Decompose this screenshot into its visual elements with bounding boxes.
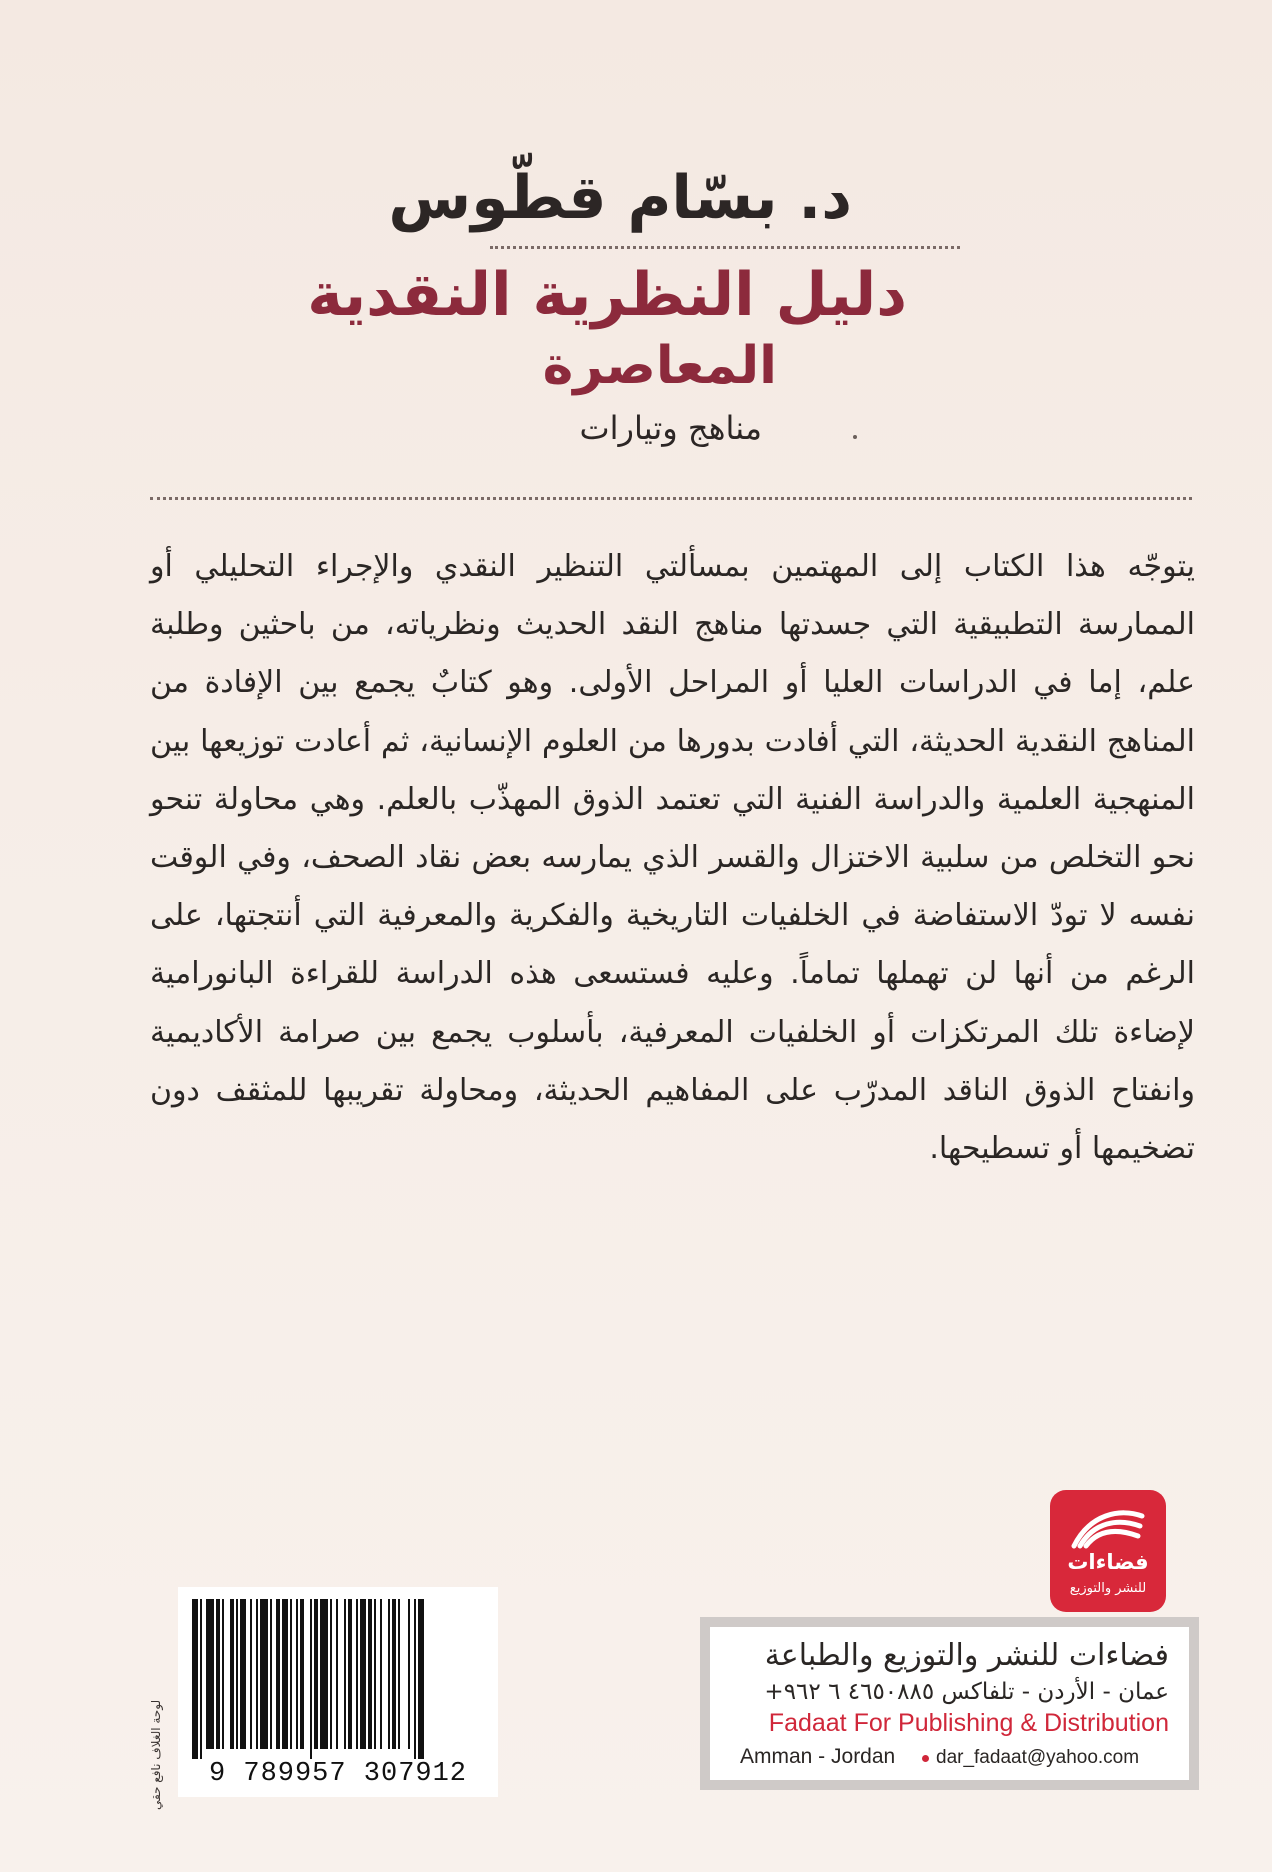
barcode-bar (310, 1599, 312, 1759)
barcode-bar (348, 1599, 352, 1749)
isbn-barcode (178, 1587, 498, 1797)
book-title: دليل النظرية النقدية (307, 260, 907, 330)
barcode-bar (414, 1599, 416, 1759)
cover-art-credit-text: لوحة الغلاف نافع حقي (149, 1699, 163, 1810)
barcode-bar (256, 1599, 258, 1749)
barcode-bar (300, 1599, 304, 1749)
barcode-bar (192, 1599, 198, 1759)
barcode-bar (216, 1599, 220, 1749)
barcode-bar (336, 1599, 338, 1749)
barcode-bar (398, 1599, 400, 1749)
barcode-bar (250, 1599, 252, 1749)
dotted-divider-bottom (150, 497, 1192, 500)
barcode-bar (240, 1599, 246, 1749)
barcode-bar (418, 1599, 424, 1759)
barcode-bar (200, 1599, 202, 1759)
barcode-bar (270, 1599, 272, 1749)
barcode-bars (190, 1599, 486, 1759)
book-icon (1070, 1506, 1146, 1550)
publisher-name-en: Fadaat For Publishing & Distribution (768, 1709, 1169, 1737)
barcode-bar (314, 1599, 318, 1749)
logo-name: فضاءات (1067, 1550, 1149, 1574)
barcode-bar (330, 1599, 332, 1749)
publisher-info-box (700, 1617, 1199, 1790)
blurb-text: يتوجّه هذا الكتاب إلى المهتمين بمسألتي التنظير النقدي والإجراء التحليلي أو الممارسة التطبيقية التي جسدتها مناهج النقد الحديث ونظرياته، من باحثين وطلبة علم، إما في الدراسات العليا أو المراحل الأولى. وهو كتابٌ يجمع بين الإفادة من المناهج النقدية الحديثة، التي أفادت بدورها من العلوم الإنسانية، ثم أعادت توزيعها بين المنهجية العلمية والدراسة الفنية التي تعتمد الذوق المهذّب بالعلم. وهي محاولة تنحو نحو التخلص من سلبية الاختزال والقسر الذي يمارسه بعض نقاد الصحف، وفي الوقت نفسه لا تودّ الاستفاضة في الخلفيات التاريخية والفكرية والمعرفية التي أنتجتها، على الرغم من أنها لن تهملها تماماً. وعليه فستسعى هذه الدراسة للقراءة البانورامية لإضاءة تلك المرتكزات أو الخلفيات المعرفية، بأسلوب يجمع بين صرامة الأكاديمية وانفتاح الذوق الناقد المدرّب على المفاهيم الحديثة، ومحاولة تقريبها للمثقف دون تضخيمها أو تسطيحها. (150, 549, 1195, 1167)
decorative-dot (853, 435, 857, 439)
barcode-bar (290, 1599, 292, 1749)
barcode-bar (230, 1599, 234, 1749)
barcode-bar (356, 1599, 358, 1749)
barcode-bar (296, 1599, 298, 1749)
isbn-number: 9 789957 307912 (208, 1759, 468, 1789)
barcode-bar (388, 1599, 390, 1749)
barcode-bar (276, 1599, 280, 1749)
barcode-bar (374, 1599, 376, 1749)
barcode-bar (236, 1599, 238, 1749)
publisher-city: Amman - Jordan (740, 1745, 896, 1768)
publisher-logo (1050, 1490, 1166, 1612)
barcode-bar (344, 1599, 346, 1749)
publisher-email[interactable]: dar_fadaat@yahoo.com (936, 1747, 1140, 1768)
barcode-bar (222, 1599, 224, 1749)
barcode-bar (392, 1599, 396, 1749)
barcode-bar (320, 1599, 328, 1749)
barcode-bar (368, 1599, 372, 1749)
barcode-bar (206, 1599, 214, 1749)
barcode-bar (380, 1599, 382, 1749)
publisher-address-ar: عمان - الأردن - تلفاكس ٤٦٥٠٨٨٥ ٦ ٩٦٢+ (764, 1679, 1169, 1705)
barcode-bar (408, 1599, 410, 1749)
logo-tagline: للنشر والتوزيع (1069, 1581, 1147, 1596)
barcode-bar (260, 1599, 268, 1749)
book-subtitle: مناهج وتيارات (579, 409, 762, 447)
barcode-bar (282, 1599, 288, 1749)
separator-dot (922, 1755, 929, 1762)
publisher-name-ar: فضاءات للنشر والتوزيع والطباعة (764, 1638, 1169, 1673)
book-title-line2: المعاصرة (542, 336, 777, 396)
barcode-bar (360, 1599, 366, 1749)
author-name: د. بسّام قطّوس (388, 163, 852, 233)
dotted-divider-top (490, 246, 960, 249)
